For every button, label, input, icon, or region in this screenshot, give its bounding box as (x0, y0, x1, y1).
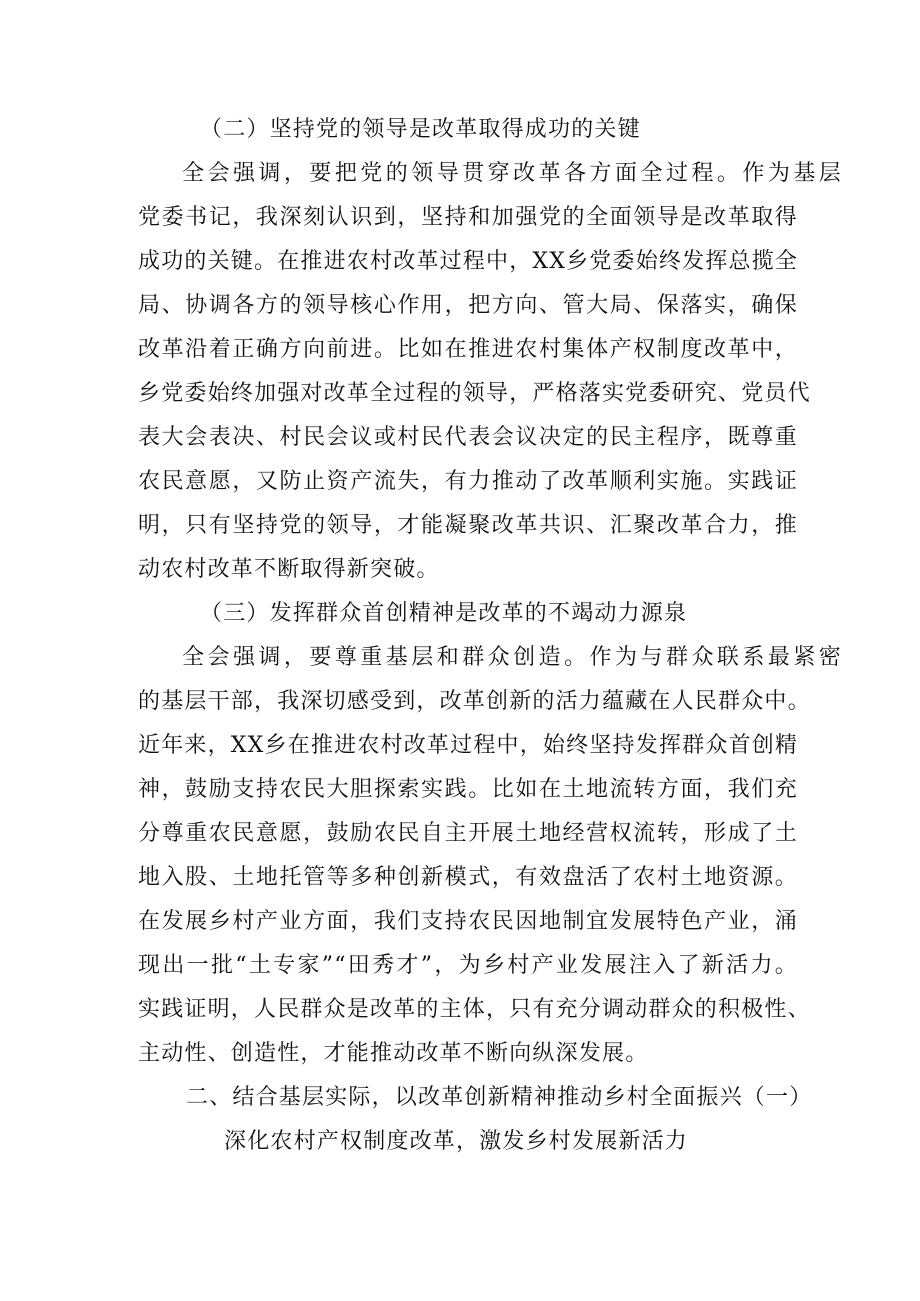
paragraph-line: 农民意愿，又防止资产流失，有力推动了改革顺利实施。实践证 (138, 469, 798, 494)
paragraph-line: 成功的关键。在推进农村改革过程中，XX乡党委始终发挥总揽全 (138, 249, 799, 274)
paragraph-line: 动农村改革不断取得新突破。 (138, 557, 440, 582)
paragraph-line: 表大会表决、村民会议或村民代表会议决定的民主程序，既尊重 (138, 425, 798, 450)
section-heading-3: （三）发挥群众首创精神是改革的不竭动力源泉 (200, 601, 688, 626)
paragraph-line: 地入股、土地托管等多种创新模式，有效盘活了农村土地资源。 (138, 865, 798, 890)
paragraph-line: 近年来，XX乡在推进农村改革过程中，始终坚持发挥群众首创精 (138, 733, 799, 758)
chapter-heading: 二、结合基层实际，以改革创新精神推动乡村全面振兴（一） (186, 1085, 813, 1110)
paragraph-line: 分尊重农民意愿，鼓励农民自主开展土地经营权流转，形成了土 (138, 821, 798, 846)
section-heading-2: （二）坚持党的领导是改革取得成功的关键 (200, 117, 641, 142)
paragraph-line: 全会强调，要把党的领导贯穿改革各方面全过程。作为基层 (182, 161, 842, 186)
paragraph-line: 的基层干部，我深切感受到，改革创新的活力蕴藏在人民群众中。 (138, 689, 811, 714)
paragraph-line: 全会强调，要尊重基层和群众创造。作为与群众联系最紧密 (182, 645, 842, 670)
paragraph-line: 乡党委始终加强对改革全过程的领导，严格落实党委研究、党员代 (138, 381, 811, 406)
paragraph-line: 现出一批“土专家”“田秀才”，为乡村产业发展注入了新活力。 (138, 953, 798, 978)
paragraph-line: 局、协调各方的领导核心作用，把方向、管大局、保落实，确保 (138, 293, 798, 318)
paragraph-line: 神，鼓励支持农民大胆探索实践。比如在土地流转方面，我们充 (138, 777, 798, 802)
paragraph-line: 实践证明，人民群众是改革的主体，只有充分调动群众的积极性、 (138, 997, 811, 1022)
chapter-heading-continued: 深化农村产权制度改革，激发乡村发展新活力 (224, 1129, 689, 1154)
paragraph-line: 明，只有坚持党的领导，才能凝聚改革共识、汇聚改革合力，推 (138, 513, 798, 538)
paragraph-line: 党委书记，我深刻认识到，坚持和加强党的全面领导是改革取得 (138, 205, 798, 230)
paragraph-line: 改革沿着正确方向前进。比如在推进农村集体产权制度改革中， (138, 337, 798, 362)
paragraph-line: 在发展乡村产业方面，我们支持农民因地制宜发展特色产业，涌 (138, 909, 798, 934)
paragraph-line: 主动性、创造性，才能推动改革不断向纵深发展。 (138, 1041, 649, 1066)
